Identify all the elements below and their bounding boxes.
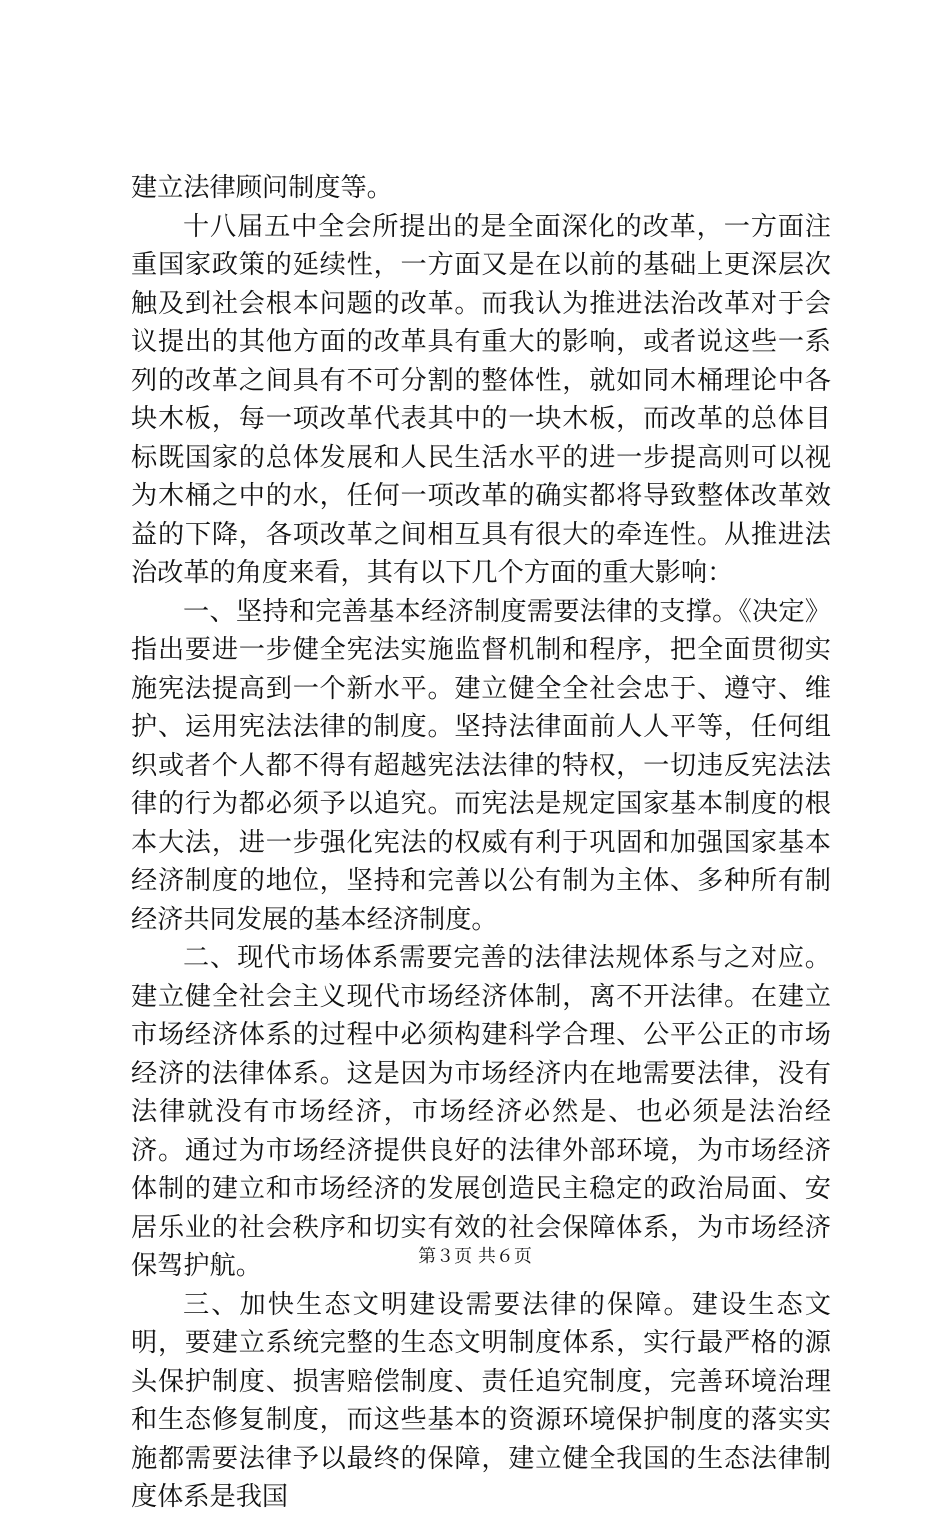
page-footer: 第３页 共６页 bbox=[418, 1246, 532, 1267]
paragraph-continuation: 建立法律顾问制度等。 bbox=[131, 173, 393, 203]
paragraph-point-one: 一、坚持和完善基本经济制度需要法律的支撑。《决定》指出要进一步健全宪法实施监督机制和程序，把全面贯彻实施宪法提高到一个新水平。建立健全全社会忠于、遵守、维护、运用宪法法律的制度。坚持法律面前人人平等，任何组织或者个人都不得有超越宪法法律的特权，一切违反宪法法律的行为都必须予以追究。而宪法是规定国家基本制度的根本大法，进一步强化宪法的权威有利于巩固和加强国家基本经济制度的地位，坚持和完善以公有制为主体、多种所有制经济共同发展的基本经济制度。 bbox=[131, 596, 831, 935]
paragraph-point-two: 二、现代市场体系需要完善的法律法规体系与之对应。建立健全社会主义现代市场经济体制，离不开法律。在建立市场经济体系的过程中必须构建科学合理、公平公正的市场经济的法律体系。这是因为市场经济内在地需要法律，没有法律就没有市场经济，市场经济必然是、也必须是法治经济。通过为市场经济提供良好的法律外部环境，为市场经济体制的建立和市场经济的发展创造民主稳定的政治局面、安居乐业的社会秩序和切实有效的社会保障体系，为市场经济保驾护航。 bbox=[131, 943, 831, 1281]
paragraph-point-three: 三、加快生态文明建设需要法律的保障。建设生态文明，要建立系统完整的生态文明制度体系，实行最严格的源头保护制度、损害赔偿制度、责任追究制度，完善环境治理和生态修复制度，而这些基本的资源环境保护制度的落实实施都需要法律予以最终的保障，建立健全我国的生态法律制度体系是我国 bbox=[131, 1289, 831, 1512]
document-body bbox=[131, 169, 831, 1517]
paragraph-intro: 十八届五中全会所提出的是全面深化的改革，一方面注重国家政策的延续性，一方面又是在以前的基础上更深层次触及到社会根本问题的改革。而我认为推进法治改革对于会议提出的其他方面的改革具有重大的影响，或者说这些一系列的改革之间具有不可分割的整体性，就如同木桶理论中各块木板，每一项改革代表其中的一块木板，而改革的总体目标既国家的总体发展和人民生活水平的进一步提高则可以视为木桶之中的水，任何一项改革的确实都将导致整体改革效益的下降，各项改革之间相互具有很大的牵连性。从推进法治改革的角度来看，其有以下几个方面的重大影响： bbox=[131, 211, 831, 588]
